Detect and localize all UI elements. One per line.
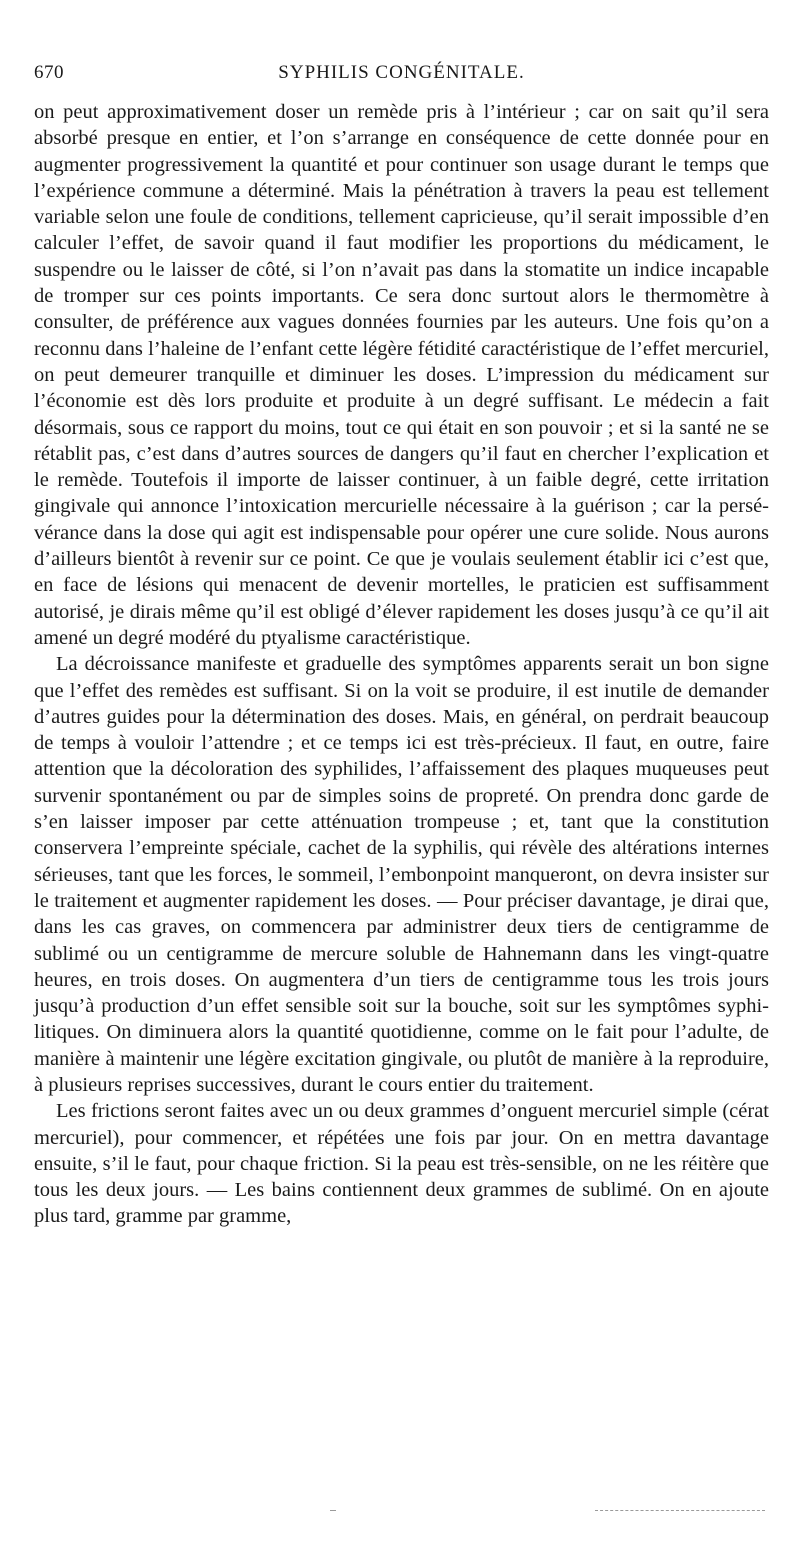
running-head bbox=[34, 62, 769, 90]
footer-rule bbox=[595, 1510, 765, 1511]
footer-mark bbox=[330, 1510, 336, 1511]
running-title: SYPHILIS CONGÉNITALE. bbox=[278, 62, 525, 83]
paragraph-1: on peut approximativement doser un remède pris à l’intérieur ; car on sait qu’il sera absorbé presque en entier, et l’on s’arrange en conséquence de cette donnée pour en augmenter progressivement la quantité et pour continuer son usage durant le temps que l’expérience commune a déterminé. Mais la pénétration à travers la peau est tellement variable selon une foule de conditions, tellement capricieuse, qu’il serait impossible d’en calculer l’effet, de savoir quand il faut modifier les proportions du médicament, le suspendre ou le laisser de côté, si l’on n’avait pas dans la stomatite un indice incapable de tromper sur ces points importants. Ce sera donc surtout alors le thermomètre à consulter, de préférence aux vagues données fournies par les auteurs. Une fois qu’on a reconnu dans l’haleine de l’enfant cette légère fétidité caractéristique de l’effet mercuriel, on peut demeurer tranquille et diminuer les doses. L’impression du médicament sur l’économie est dès lors produite et produite à un degré suffisant. Le médecin a fait désormais, sous ce rapport du moins, tout ce qui était en son pouvoir ; et si la santé ne se rétablit pas, c’est dans d’autres sources de dangers qu’il faut en chercher l’explication et le remède. Toutefois il importe de laisser continuer, à un faible degré, cette irritation gingivale qui annonce l’intoxication mercurielle nécessaire à la guérison ; car la persévérance dans la dose qui agit est indispensable pour opérer une cure solide. Nous aurons d’ailleurs bientôt à revenir sur ce point. Ce que je voulais seulement établir ici c’est que, en face de lésions qui menacent de devenir mortelles, le praticien est suffisamment autorisé, je dirais même qu’il est obligé d’élever rapidement les doses jusqu’à ce qu’il ait amené un degré modéré du ptyalisme caractéristique. bbox=[34, 101, 769, 649]
paragraph-3: Les frictions seront faites avec un ou deux grammes d’onguent mercuriel simple (cérat mercuriel), pour commencer, et répétées une fois par jour. On en mettra davantage ensuite, s’il le faut, pour chaque friction. Si la peau est très-sensible, on ne les réitère que tous les deux jours. — Les bains contiennent deux grammes de sublimé. On en ajoute plus tard, gramme par gramme, bbox=[34, 1100, 769, 1228]
body-text bbox=[34, 99, 769, 1230]
paragraph-2: La décroissance manifeste et graduelle des symptômes apparents serait un bon signe que l’effet des remèdes est suffisant. Si on la voit se produire, il est inutile de demander d’autres guides pour la détermination des doses. Mais, en général, on perdrait beaucoup de temps à vouloir l’attendre ; et ce temps ici est très-précieux. Il faut, en outre, faire attention que la décoloration des syphilides, l’affaissement des plaques muqueuses peut survenir spontanément ou par de simples soins de propreté. On prendra donc garde de s’en laisser imposer par cette atténuation trompeuse ; et, tant que la constitution conservera l’empreinte spéciale, cachet de la syphilis, qui révèle des altérations internes sérieuses, tant que les forces, le sommeil, l’embonpoint manqueront, on devra insister sur le traitement et augmenter rapidement les doses. — Pour préciser davantage, je dirai que, dans les cas graves, on commencera par administrer deux tiers de centigramme de sublimé ou un centigramme de mercure soluble de Hahnemann dans les vingt-quatre heures, en trois doses. On augmentera d’un tiers de centigramme tous les trois jours jusqu’à production d’un effet sensible soit sur la bouche, soit sur les symptômes syphilitiques. On diminuera alors la quantité quotidienne, comme on le fait pour l’adulte, de manière à maintenir une légère excitation gingivale, ou plutôt de manière à la reproduire, à plusieurs reprises successives, durant le cours entier du traitement. bbox=[34, 653, 769, 1096]
page-number: 670 bbox=[34, 62, 64, 83]
